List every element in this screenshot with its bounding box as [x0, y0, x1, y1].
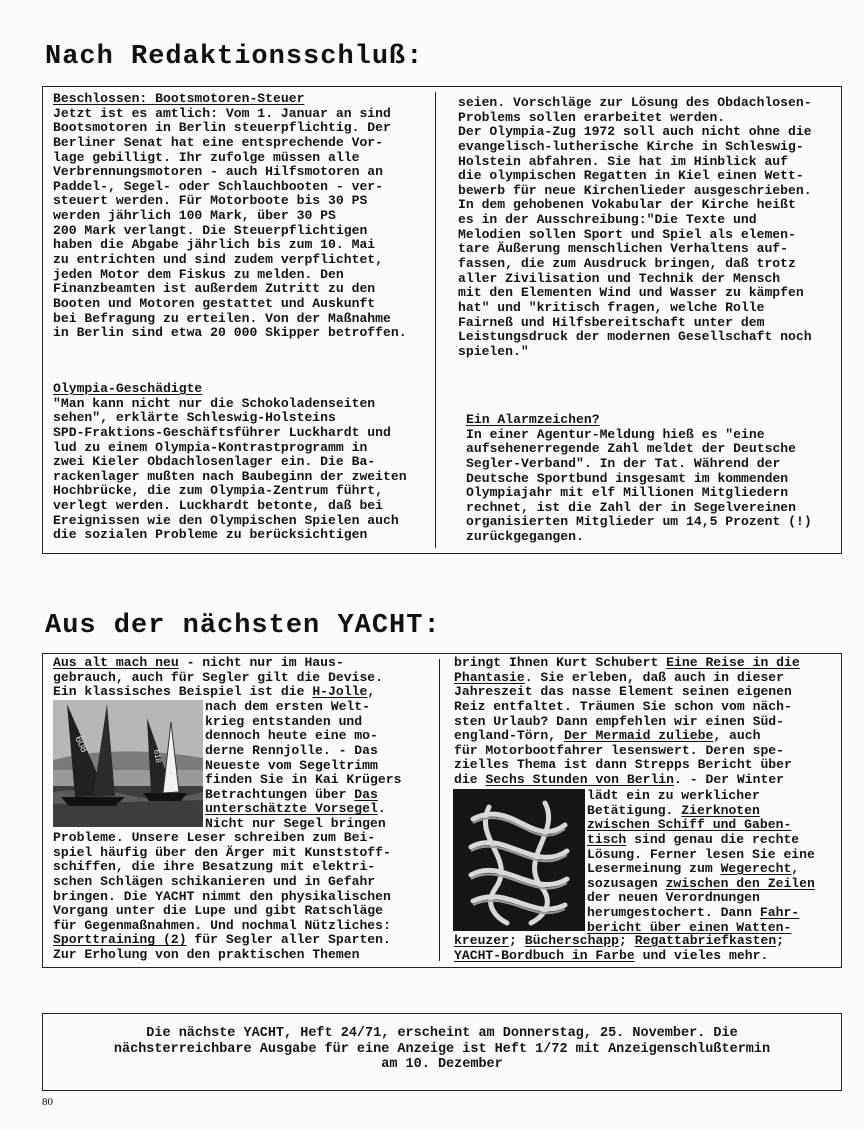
- text-line: lage gebilligt. Ihr zufolge müssen alle: [53, 149, 360, 165]
- text-line: Betrachtungen über Das: [205, 786, 378, 802]
- text-line: die sozialen Probleme zu berücksichtigen: [53, 527, 368, 543]
- text-line: In einer Agentur-Meldung hieß es "eine: [466, 426, 765, 442]
- sailing-dinghies-photo: [53, 700, 203, 827]
- text-line: evangelisch-lutherische Kirche in Schleswig-: [458, 138, 804, 154]
- text-line: Aus alt mach neu - nicht nur im Haus-: [53, 655, 344, 670]
- text-line: bewerb für neue Kirchenlieder ausgeschrieben.: [458, 182, 812, 198]
- text-line: YACHT-Bordbuch in Farbe und vieles mehr.: [454, 947, 769, 963]
- preview-text: [53, 831, 391, 963]
- text-line: fassen, die zum Ausdruck bringen, daß trotz: [458, 256, 796, 272]
- text-line: spielen.": [458, 343, 529, 359]
- text-line: Lesermeinung zum Wegerecht,: [587, 861, 800, 877]
- text-line: Finanzbeamten ist außerdem Zutritt zu den: [53, 281, 376, 297]
- text-line: In dem gehobenen Vokabular der Kirche heißt: [458, 197, 796, 213]
- text-line: Segler-Verband". In der Tat. Während der: [466, 455, 781, 471]
- text-line: Ereignissen wie den Olympischen Spielen auch: [53, 512, 399, 528]
- text-line: aufsehenerregende Zahl meldet der Deutsche: [466, 441, 797, 457]
- preview-text: [454, 656, 800, 788]
- text-line: bericht über einen Watten-: [587, 919, 792, 935]
- text-line: Verbrennungsmotoren - auch Hilfsmotoren an: [53, 164, 384, 180]
- text-line: steuert werden. Für Motorboote bis 30 PS: [53, 193, 368, 209]
- text-line: england-Törn, Der Mermaid zuliebe, auch: [454, 728, 761, 744]
- article-body: [53, 107, 407, 341]
- text-line: zwei Kieler Obdachlosenlager ein. Die Ba-: [53, 454, 376, 470]
- notice-text: [43, 1026, 841, 1073]
- text-line: Melodien sollen Sport und Spiel als elemen-: [458, 226, 796, 242]
- text-line: Sporttraining (2) für Segler aller Sparten.: [53, 932, 391, 948]
- text-line: derne Rennjolle. - Das: [205, 742, 378, 758]
- text-line: in Berlin sind etwa 20 000 Skipper betroffen.: [53, 325, 407, 341]
- sail-number-618: 618: [152, 748, 164, 764]
- text-line: nach dem ersten Welt-: [205, 699, 371, 714]
- article-heading: Beschlossen: Bootsmotoren-Steuer: [53, 91, 305, 106]
- text-line: spiel häufig über den Ärger mit Kunststoff-: [53, 844, 391, 860]
- text-line: bei Befragung zu erteilen. Von der Maßnahme: [53, 310, 391, 326]
- text-line: Reiz entfaltet. Träumen Sie schon vom näch-: [454, 698, 792, 714]
- text-line: am 10. Dezember: [381, 1057, 503, 1072]
- preview-text: [53, 656, 383, 700]
- text-line: Jahreszeit das nasse Element seinen eigenen: [454, 684, 792, 700]
- text-line: Jetzt ist es amtlich: Vom 1. Januar an sind: [53, 105, 391, 121]
- text-line: mit den Elementen Wind und Wasser zu kämpfen: [458, 285, 804, 301]
- text-line: Berliner Senat hat eine entsprechende Vor-: [53, 134, 384, 150]
- section-title-nach-redaktionsschluss: Nach Redaktionsschluß:: [45, 42, 424, 72]
- article-body: [466, 428, 812, 545]
- text-line: für Motorbootfahrer lesenswert. Deren spe-: [454, 742, 785, 758]
- text-line: hat" und "kritisch fragen, welche Rolle: [458, 299, 765, 315]
- text-line: Leistungsdruck der modernen Gesellschaft noch: [458, 329, 812, 345]
- article-alarmzeichen: [466, 413, 812, 545]
- article-body: [53, 397, 407, 543]
- text-line: kreuzer; Bücherschapp; Regattabriefkasten;: [454, 933, 785, 948]
- text-line: schiffen, die ihre Besatzung mit elektri-: [53, 859, 376, 875]
- article-body: [458, 96, 812, 360]
- text-line: "Man kann nicht nur die Schokoladenseiten: [53, 395, 376, 411]
- article-olympia-continuation: [458, 96, 812, 360]
- text-line: organisierten Mitglieder um 14,5 Prozent (!): [466, 514, 812, 530]
- article-olympia-geschaedigte: [53, 382, 407, 543]
- text-line: die olympischen Regatten in Kiel einen Wett-: [458, 168, 804, 184]
- text-line: Booten und Motoren gestattet und Auskunft: [53, 295, 376, 311]
- text-line: es in der Ausschreibung:"Die Texte und: [458, 212, 757, 228]
- text-line: SPD-Fraktions-Geschäftsführer Luckhardt und: [53, 424, 391, 440]
- section-title-aus-der-naechsten-yacht: Aus der nächsten YACHT:: [45, 611, 441, 641]
- text-line: Fairneß und Hilfsbereitschaft unter dem: [458, 314, 765, 330]
- text-line: lud zu einem Olympia-Kontrastprogramm in: [53, 439, 368, 455]
- text-line: tisch sind genau die rechte: [587, 831, 800, 847]
- text-line: Zur Erholung von den praktischen Themen: [53, 947, 360, 963]
- article-heading: Olympia-Geschädigte: [53, 381, 203, 396]
- preview-left-wrap: [205, 700, 401, 832]
- preview-left-bottom: [53, 831, 391, 963]
- text-line: Bootsmotoren in Berlin steuerpflichtig. Der: [53, 120, 391, 136]
- text-line: Lösung. Ferner lesen Sie eine: [587, 846, 815, 862]
- text-line: Der Olympia-Zug 1972 soll auch nicht ohne die: [458, 124, 812, 140]
- text-line: zu entrichten und sind zudem verpflichtet,: [53, 252, 384, 268]
- text-line: werden jährlich 100 Mark, über 30 PS: [53, 208, 336, 224]
- text-line: Ein klassisches Beispiel ist die H-Jolle,: [53, 684, 376, 700]
- text-line: Deutsche Sportbund insgesamt im kommenden: [466, 470, 789, 486]
- text-line: Holstein abfahren. Sie hat im Hinblick auf: [458, 153, 789, 169]
- text-line: jeden Motor dem Fiskus zu melden. Den: [53, 266, 344, 282]
- text-line: Nicht nur Segel bringen: [205, 816, 386, 832]
- text-line: unterschätzte Vorsegel.: [205, 801, 386, 817]
- article-bootsmotoren-steuer: [53, 92, 407, 341]
- preview-right-bottom: [454, 934, 784, 963]
- text-line: Die nächste YACHT, Heft 24/71, erscheint am Donnerstag, 25. November. Die: [146, 1026, 738, 1041]
- preview-text: [587, 789, 815, 935]
- column-divider: [439, 659, 440, 961]
- preview-right-wrap: [587, 789, 815, 935]
- text-line: Hochbrücke, die zum Olympia-Zentrum führt,: [53, 483, 384, 499]
- text-line: nächsterreichbare Ausgabe für eine Anzeige ist Heft 1/72 mit Anzeigenschlußtermin: [113, 1041, 771, 1057]
- preview-text: [205, 700, 401, 832]
- text-line: bringen. Die YACHT nimmt den physikalischen: [53, 888, 391, 904]
- article-heading: Ein Alarmzeichen?: [466, 412, 600, 427]
- next-issue-notice: [42, 1013, 842, 1091]
- preview-text: [454, 934, 784, 963]
- text-line: herumgestochert. Dann Fahr-: [587, 905, 800, 921]
- text-line: gebrauch, auch für Segler gilt die Devise.: [53, 669, 384, 685]
- text-line: zielles Thema ist dann Strepps Bericht über: [454, 757, 792, 773]
- text-line: krieg entstanden und: [205, 713, 363, 729]
- text-line: sten Urlaub? Dann empfehlen wir einen Süd-: [454, 713, 785, 729]
- text-line: Problems sollen erarbeitet werden.: [458, 109, 726, 125]
- text-line: Paddel-, Segel- oder Schlauchbooten - ver-: [53, 178, 384, 194]
- text-line: der neuen Verordnungen: [587, 890, 760, 906]
- text-line: dennoch heute eine mo-: [205, 728, 378, 744]
- text-line: Vorgang unter die Lupe und gibt Ratschläge: [53, 903, 384, 919]
- text-line: lädt ein zu werklicher: [587, 788, 760, 803]
- preview-left-top: [53, 656, 383, 700]
- text-line: sozusagen zwischen den Zeilen: [587, 875, 815, 891]
- text-line: zwischen Schiff und Gaben-: [587, 817, 792, 833]
- text-line: haben die Abgabe jährlich bis zum 10. Mai: [53, 237, 376, 253]
- preview-right-top: [454, 656, 800, 788]
- text-line: zurückgegangen.: [466, 529, 584, 545]
- text-line: Betätigung. Zierknoten: [587, 802, 760, 818]
- text-line: seien. Vorschläge zur Lösung des Obdachlosen-: [458, 95, 812, 110]
- text-line: schen Schlägen schikanieren und in Gefahr: [53, 873, 376, 889]
- text-line: rackenlager mußten nach Baubeginn der zweiten: [53, 468, 407, 484]
- text-line: Probleme. Unsere Leser schreiben zum Bei-: [53, 830, 376, 845]
- column-divider: [435, 92, 436, 548]
- text-line: Neueste vom Segeltrimm: [205, 757, 378, 773]
- text-line: rechnet, ist die Zahl der in Segelvereinen: [466, 499, 797, 515]
- text-line: Phantasie. Sie erleben, daß auch in dieser: [454, 669, 785, 685]
- page-number: 80: [42, 1096, 53, 1108]
- rope-knot-photo: [453, 789, 585, 931]
- text-line: 200 Mark verlangt. Die Steuerpflichtigen: [53, 222, 368, 238]
- text-line: die Sechs Stunden von Berlin. - Der Winter: [454, 772, 785, 788]
- text-line: Olympiajahr mit elf Millionen Mitgliedern: [466, 485, 789, 501]
- text-line: bringt Ihnen Kurt Schubert Eine Reise in die: [454, 655, 800, 670]
- text-line: sehen", erklärte Schleswig-Holsteins: [53, 410, 336, 426]
- text-line: aller Zivilisation und Technik der Mensch: [458, 270, 781, 286]
- text-line: finden Sie in Kai Krügers: [205, 772, 402, 788]
- sail-number-608: 608: [72, 734, 90, 755]
- text-line: tare Äußerung menschlichen Verhaltens auf-: [458, 241, 789, 257]
- text-line: verlegt werden. Luckhardt betonte, daß bei: [53, 498, 384, 514]
- text-line: für Gegenmaßnahmen. Und nochmal Nützliches:: [53, 917, 391, 933]
